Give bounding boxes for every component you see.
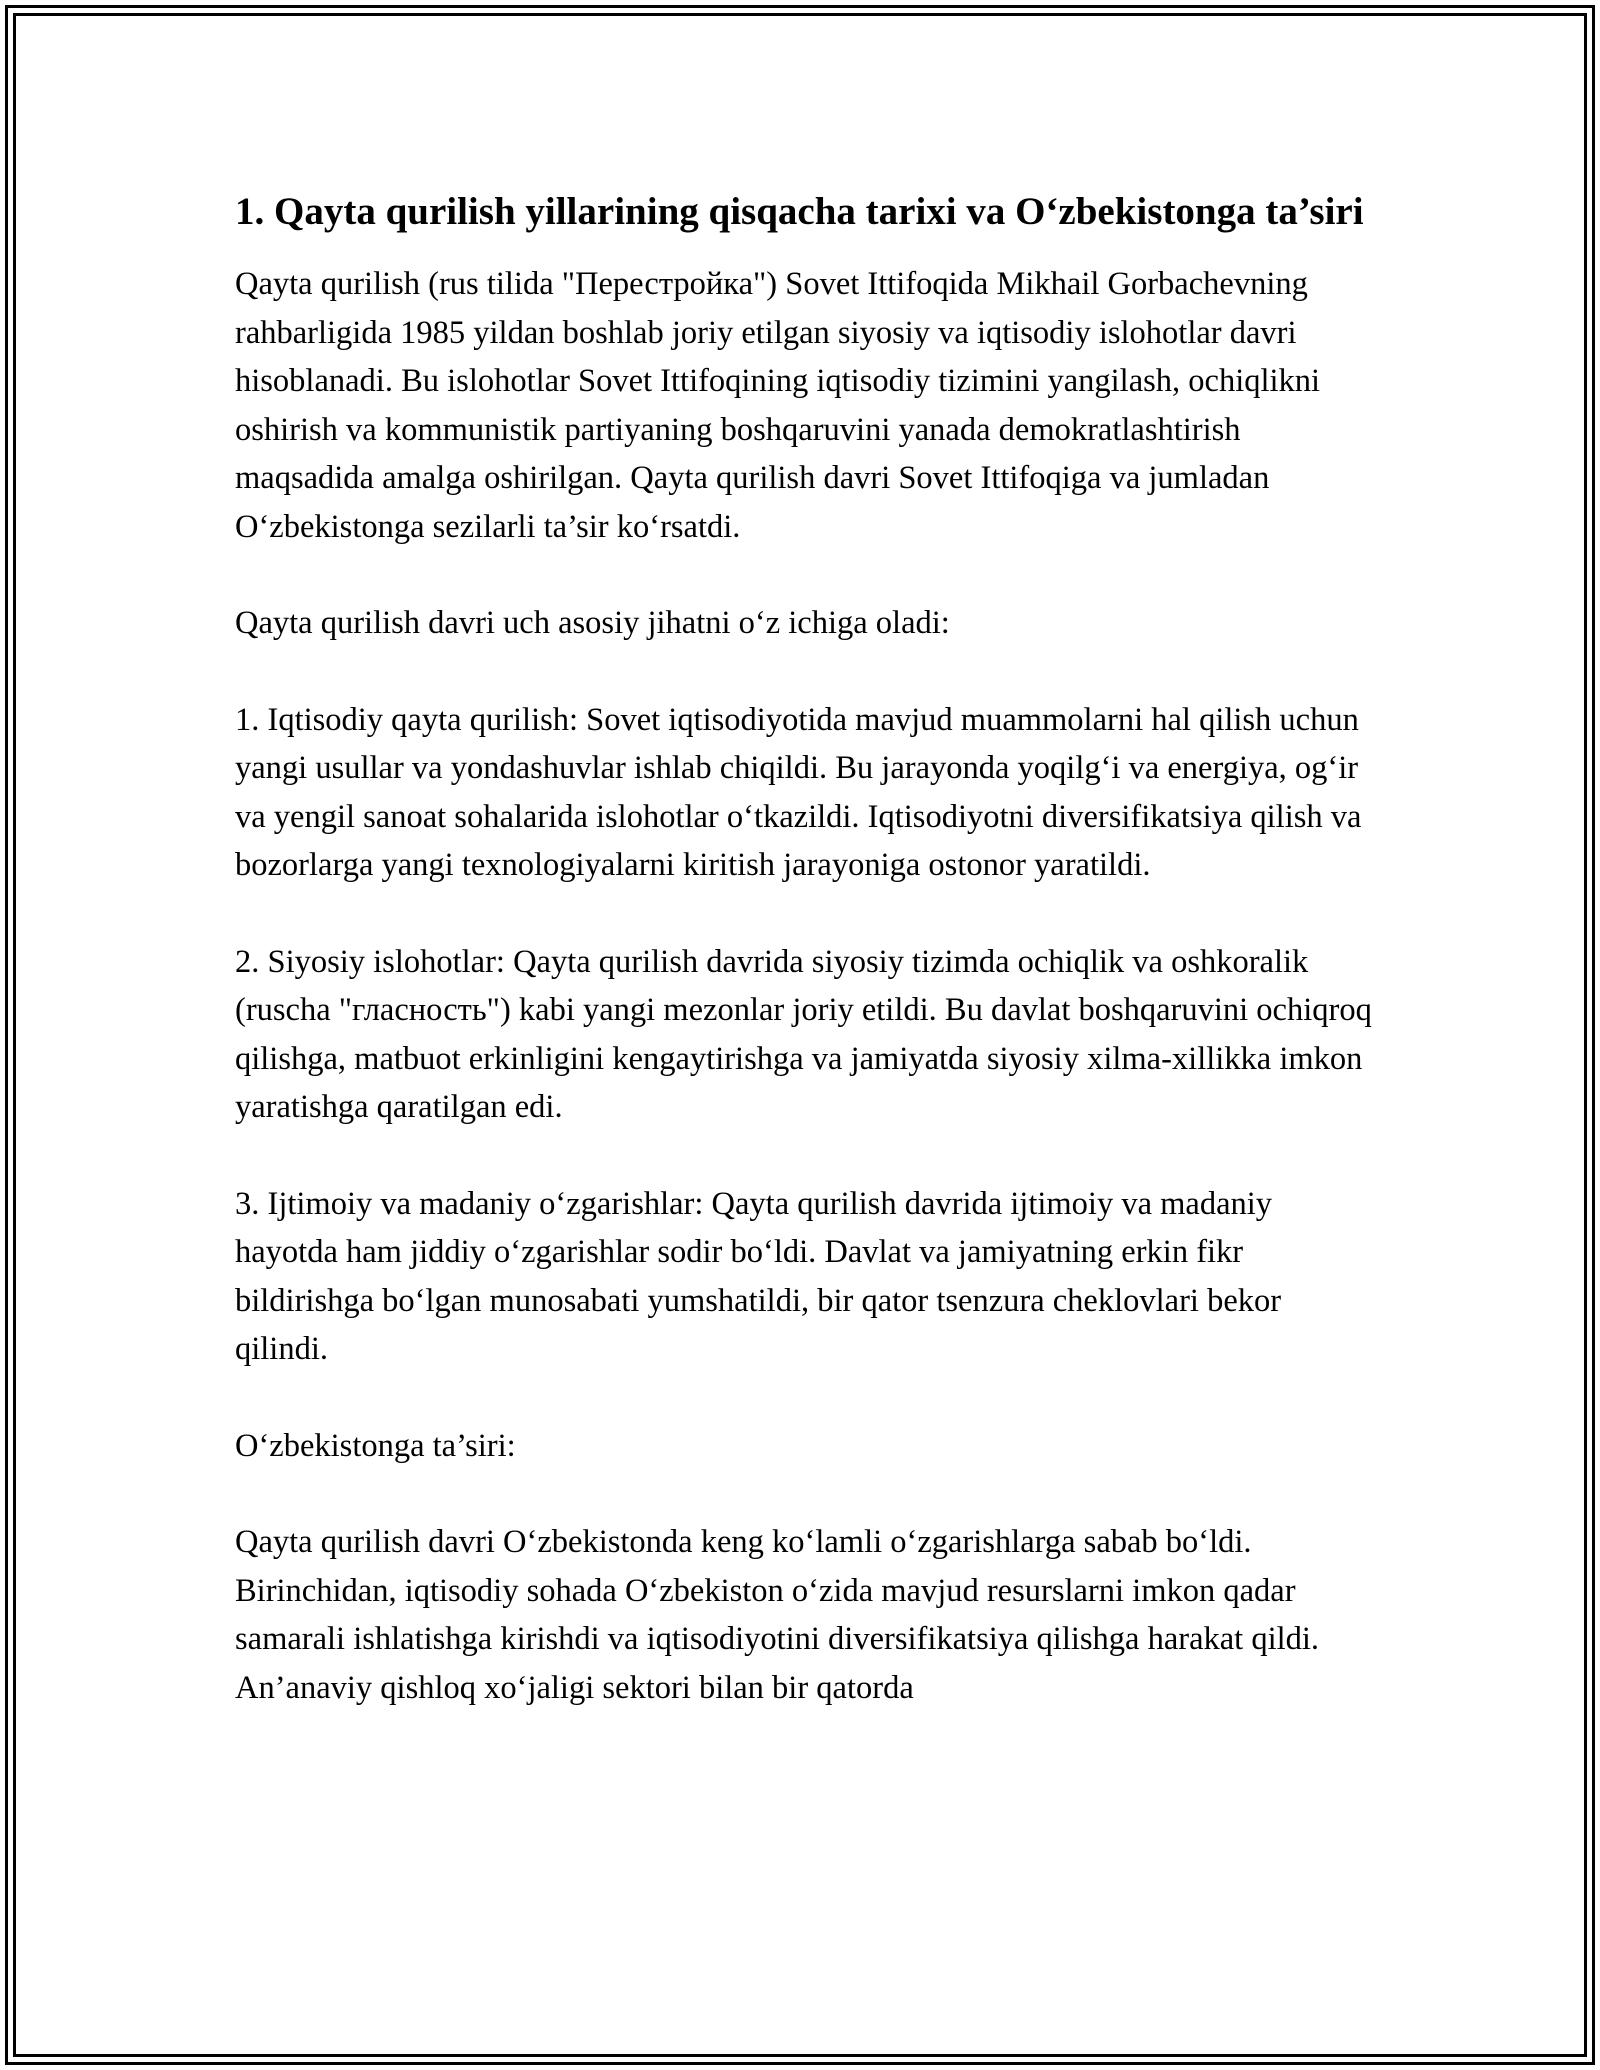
paragraph-impact: Qayta qurilish davri O‘zbekistonda keng ko‘lamli o‘zgarishlarga sabab bo‘ldi. Birinchidan, iqtisodiy sohada O‘zbekiston o‘zida mavjud resurslarni imkon qadar samarali ishlatishga kirishdi va iqtisodiyotini diversifikatsiya qilishga harakat qildi. An’anaviy qishloq xo‘jaligi sektori bilan bir qatorda (235, 1524, 1320, 1706)
paragraph-economic: 1. Iqtisodiy qayta qurilish: Sovet iqtisodiyotida mavjud muammolarni hal qilish uchun yangi usullar va yondashuvlar ishlab chiqildi. Bu jarayonda yoqilg‘i va energiya, og‘ir va yengil sanoat sohalarida islohotlar o‘tkazildi. Iqtisodiyotni diversifikatsiya qilish va bozorlarga yangi texnologiyalarni kiritish jarayoniga ostonor yaratildi. (235, 701, 1362, 883)
paragraph-aspects-intro: Qayta qurilish davri uch asosiy jihatni o‘z ichiga oladi: (235, 605, 950, 641)
paragraph-intro: Qayta qurilish (rus tilida "Перестройка") Sovet Ittifoqida Mikhail Gorbachevning rahbarligida 1985 yildan boshlab joriy etilgan siyosiy va iqtisodiy islohotlar davri hisoblanadi. Bu islohotlar Sovet Ittifoqining iqtisodiy tizimini yangilash, ochiqlikni oshirish va kommunistik partiyaning boshqaruvini yanada demokratlashtirish maqsadida amalga oshirilgan. Qayta qurilish davri Sovet Ittifoqiga va jumladan O‘zbekistonga sezilarli ta’sir ko‘rsatdi. (235, 266, 1321, 545)
section-heading: 1. Qayta qurilish yillarining qisqacha tarixi va O‘zbekistonga ta’siri (235, 190, 1364, 233)
paragraph-political: 2. Siyosiy islohotlar: Qayta qurilish davrida siyosiy tizimda ochiqlik va oshkoralik (ruscha "гласность") kabi yangi mezonlar joriy etildi. Bu davlat boshqaruvini ochiqroq qilishga, matbuot erkinligini kengaytirishga va jamiyatda siyosiy xilma-xillikka imkon yaratishga qaratilgan edi. (235, 943, 1372, 1125)
paragraph-social: 3. Ijtimoiy va madaniy o‘zgarishlar: Qayta qurilish davrida ijtimoiy va madaniy hayotda ham jiddiy o‘zgarishlar sodir bo‘ldi. Davlat va jamiyatning erkin fikr bildirishga bo‘lgan munosabati yumshatildi, bir qator tsenzura cheklovlari bekor qilindi. (235, 1185, 1282, 1367)
document-body (235, 184, 1375, 1712)
paragraph-impact-heading: O‘zbekistonga ta’siri: (235, 1427, 516, 1464)
